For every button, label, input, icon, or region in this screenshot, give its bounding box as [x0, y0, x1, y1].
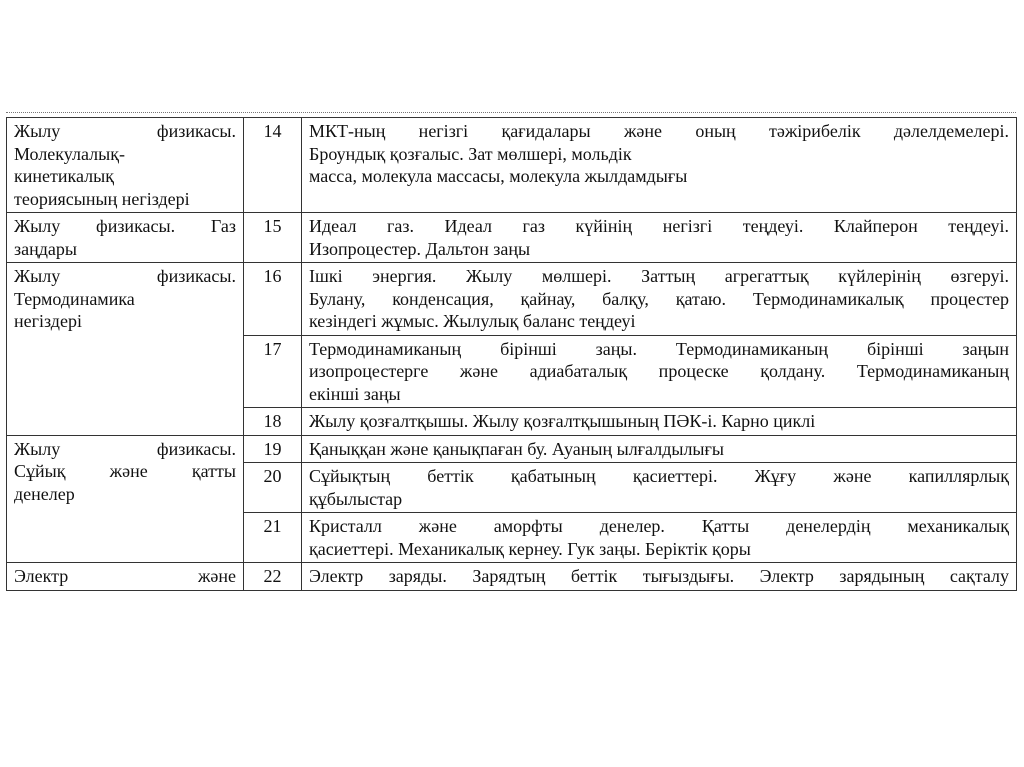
topic-line: Жылу физикасы. Газ — [14, 216, 236, 236]
content-cell — [302, 513, 1017, 563]
lesson-number: 19 — [244, 435, 302, 463]
topic-line: теориясының негіздері — [14, 188, 190, 209]
topic-line: Жылу физикасы. — [14, 266, 236, 286]
content-cell — [302, 463, 1017, 513]
topic-cell — [7, 263, 244, 436]
content-cell — [302, 435, 1017, 463]
content-cell — [302, 408, 1017, 436]
topic-line: Сұйық және қатты — [14, 461, 236, 481]
table-row — [7, 213, 1017, 263]
content-line: Идеал газ. Идеал газ күйінің негізгі теңдеуі. Клайперон теңдеуі. — [309, 216, 1009, 236]
curriculum-table — [6, 117, 1017, 591]
content-cell — [302, 118, 1017, 213]
content-line: Жылу қозғалтқышы. Жылу қозғалтқышының ПӘК-і. Карно циклі — [309, 411, 816, 431]
topic-line: Термодинамика — [14, 288, 135, 309]
lesson-number: 20 — [244, 463, 302, 513]
content-line: қасиеттері. Механикалық кернеу. Гук заңы. Беріктік қоры — [309, 538, 751, 559]
content-cell — [302, 335, 1017, 408]
content-line: Термодинамиканың бірінші заңы. Термодинамиканың бірінші заңын — [309, 338, 1009, 359]
content-line: изопроцестерге және адиабаталық процеске қолдану. Термодинамиканың — [309, 361, 1009, 381]
content-cell — [302, 263, 1017, 336]
topic-line: Жылу физикасы. — [14, 121, 236, 141]
topic-line: кинетикалық — [14, 166, 114, 186]
table-row — [7, 263, 1017, 336]
topic-line: денелер — [14, 483, 75, 504]
lesson-number: 22 — [244, 563, 302, 591]
content-line: Қаныққан және қанықпаған бу. Ауаның ылғалдылығы — [309, 438, 724, 459]
table-row — [7, 563, 1017, 591]
topic-line: Электр және — [14, 566, 236, 586]
topic-cell — [7, 563, 244, 591]
content-line: екінші заңы — [309, 383, 401, 404]
content-line: Электр заряды. Зарядтың беттік тығыздығы. Электр зарядының сақталу — [309, 566, 1009, 586]
lesson-number: 15 — [244, 213, 302, 263]
content-cell — [302, 563, 1017, 591]
lesson-number: 16 — [244, 263, 302, 336]
lesson-number: 17 — [244, 335, 302, 408]
content-line: МКТ-ның негізгі қағидалары және оның тәжірибелік дәлелдемелері. — [309, 121, 1009, 141]
content-cell — [302, 213, 1017, 263]
content-line: Изопроцестер. Дальтон заңы — [309, 238, 531, 259]
content-line: Булану, конденсация, қайнау, балқу, қатаю. Термодинамикалық процестер — [309, 288, 1009, 309]
content-line: кезіндегі жұмыс. Жылулық баланс теңдеуі — [309, 311, 636, 331]
table-row — [7, 435, 1017, 463]
content-line: Броундық қозғалыс. Зат мөлшері, мольдік — [309, 143, 632, 164]
content-line: Сұйықтың беттік қабатының қасиеттері. Жұғу және капиллярлық — [309, 466, 1009, 486]
content-line: Ішкі энергия. Жылу мөлшері. Заттың агрегаттық күйлерінің өзгеруі. — [309, 266, 1009, 286]
topic-line: заңдары — [14, 238, 77, 259]
topic-line: Молекулалық- — [14, 143, 125, 164]
topic-line: Жылу физикасы. — [14, 438, 236, 459]
lesson-number: 14 — [244, 118, 302, 213]
content-line: Кристалл және аморфты денелер. Қатты денелердің механикалық — [309, 516, 1009, 536]
table-row — [7, 118, 1017, 213]
content-line: құбылыстар — [309, 488, 403, 509]
lesson-number: 18 — [244, 408, 302, 436]
topic-cell — [7, 213, 244, 263]
topic-line: негіздері — [14, 311, 82, 331]
lesson-number: 21 — [244, 513, 302, 563]
topic-cell — [7, 118, 244, 213]
topic-cell — [7, 435, 244, 563]
content-line: масса, молекула массасы, молекула жылдамдығы — [309, 166, 688, 186]
